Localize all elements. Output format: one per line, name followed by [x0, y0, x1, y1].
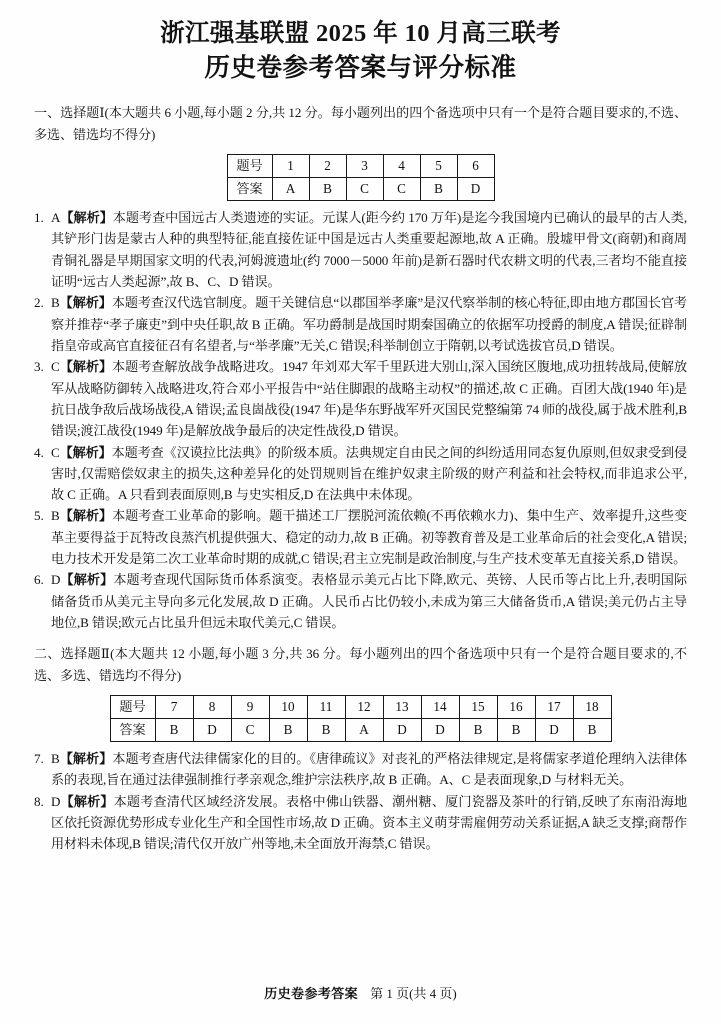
explanation-item: [34, 292, 687, 356]
page-footer: [0, 983, 721, 1002]
section1-answer-table: [227, 154, 495, 201]
section1-explanations: [34, 207, 687, 634]
question-number-cell: 10: [269, 695, 307, 718]
answer-cell: C: [231, 718, 269, 741]
question-number-cell: 14: [421, 695, 459, 718]
explanation-item: [34, 442, 687, 506]
section2-answer-table-wrap: [34, 695, 687, 742]
explanation-text: 本题考查清代区域经济发展。表格中佛山铁器、潮州糖、厦门瓷器及茶叶的行销,反映了东南沿海地区依托资源优势形成专业化生产和全国性市场,故 D 正确。资本主义萌芽需雇佣劳动关系证据,A 缺乏支撑;商帮作用材料未体现,B 错误;清代仅开放广州等地,未全面放开海禁,C 错误。: [51, 793, 687, 852]
explanation-number: 1.: [34, 209, 44, 225]
page-title-line2: 历史卷参考答案与评分标准: [204, 53, 517, 83]
explanation-item: [34, 748, 687, 791]
question-number-cell: 18: [573, 695, 611, 718]
explanation-answer-letter: B: [51, 508, 60, 524]
answer-cell: A: [272, 177, 309, 200]
explanation-item: [34, 505, 687, 569]
explanation-number: 6.: [34, 572, 44, 588]
explanation-answer-letter: C: [51, 444, 60, 460]
answer-cell: D: [535, 718, 573, 741]
answer-cell: B: [309, 177, 346, 200]
explanation-item: [34, 207, 687, 292]
explanation-tag: 【解析】: [59, 508, 113, 524]
section1-answer-table-wrap: [34, 154, 687, 201]
question-number-cell: 9: [231, 695, 269, 718]
answer-cell: B: [307, 718, 345, 741]
question-number-cell: 17: [535, 695, 573, 718]
answer-cell: C: [346, 177, 383, 200]
section2-explanations: [34, 748, 687, 855]
explanation-tag: 【解析】: [60, 209, 113, 225]
table-row: [227, 177, 494, 200]
row-label-question-number: 题号: [110, 695, 155, 718]
explanation-text: 本题考查汉代选官制度。题干关键信息“以郡国举孝廉”是汉代察举制的核心特征,即由地方郡国长官考察并推荐“孝子廉吏”到中央任职,故 B 正确。军功爵制是战国时期秦国确立的依据军功授爵的制度,A 错误;征辟制指皇帝或高官直接征召有名望者,与“举孝廉”无关,C 错误;科举制创立于隋朝,以考试选拔官员,D 错误。: [51, 295, 687, 353]
question-number-cell: 5: [420, 154, 457, 177]
answer-cell: B: [459, 718, 497, 741]
answer-cell: D: [193, 718, 231, 741]
answer-cell: B: [573, 718, 611, 741]
section2-answer-table: [110, 695, 612, 742]
explanation-tag: 【解析】: [59, 359, 113, 375]
explanation-item: [34, 791, 687, 855]
explanation-item: [34, 356, 687, 441]
answer-cell: D: [421, 718, 459, 741]
explanation-text: 本题考查唐代法律儒家化的目的。《唐律疏议》对丧礼的严格法律规定,是将儒家孝道伦理纳入法律体系的表现,旨在通过法律强制推行孝亲观念,维护宗法秩序,故 B 正确。A、C 是表面现象,D 与材料无关。: [51, 750, 687, 788]
explanation-tag: 【解析】: [59, 750, 113, 766]
explanation-answer-letter: D: [51, 793, 61, 809]
table-row: [110, 695, 611, 718]
row-label-answer: 答案: [110, 718, 155, 741]
footer-page-number: 第 1 页(共 4 页): [370, 986, 457, 1001]
answer-cell: B: [269, 718, 307, 741]
explanation-text: 本题考查《汉谟拉比法典》的阶级本质。法典规定自由民之间的纠纷适用同态复仇原则,但奴隶受到侵害时,仅需赔偿奴隶主的损失,这种差异化的处罚规则旨在维护奴隶主阶级的财产利益和社会特权,而非追求公平,故 C 正确。A 只看到表面原则,B 与史实相反,D 在法典中未体现。: [51, 444, 687, 503]
explanation-text: 本题考查解放战争战略进攻。1947 年刘邓大军千里跃进大别山,深入国统区腹地,成功扭转战局,使解放军从战略防御转入战略进攻,符合邓小平报告中“站住脚跟的战略主动权”的描述,故 C 正确。百团大战(1940 年)是抗日战争敌后战场战役,A 错误;孟良崮战役(1947 年)是华东野战军歼灭国民党整编第 74 师的战役,属于战术胜利,B 错误;渡江战役(1949 年)是解放战争最后的决定性战役,D 错误。: [51, 359, 687, 439]
question-number-cell: 13: [383, 695, 421, 718]
explanation-number: 8.: [34, 793, 44, 809]
explanation-tag: 【解析】: [60, 793, 114, 809]
explanation-text: 本题考查工业革命的影响。题干描述工厂摆脱河流依赖(不再依赖水力)、集中生产、效率提升,这些变革主要得益于瓦特改良蒸汽机提供强大、稳定的动力,故 B 正确。初等教育普及是工业革命后的社会变化,A 错误;电力技术开发是第二次工业革命时期的成就,C 错误;君主立宪制是政治制度,与生产技术变革无直接关系,D 错误。: [51, 508, 687, 567]
explanation-number: 5.: [34, 508, 44, 524]
question-number-cell: 8: [193, 695, 231, 718]
explanation-answer-letter: D: [51, 572, 61, 588]
question-number-cell: 3: [346, 154, 383, 177]
question-number-cell: 7: [155, 695, 193, 718]
explanation-tag: 【解析】: [59, 444, 112, 460]
question-number-cell: 1: [272, 154, 309, 177]
explanation-number: 3.: [34, 359, 44, 375]
explanation-tag: 【解析】: [60, 572, 114, 588]
answer-cell: B: [497, 718, 535, 741]
answer-cell: A: [345, 718, 383, 741]
answer-cell: B: [155, 718, 193, 741]
question-number-cell: 4: [383, 154, 420, 177]
answer-cell: C: [383, 177, 420, 200]
explanation-text: 本题考查现代国际货币体系演变。表格显示美元占比下降,欧元、英镑、人民币等占比上升,表明国际储备货币从美元主导向多元化发展,故 D 正确。人民币占比仍较小,未成为第三大储备货币,A 错误;美元仍占主导地位,B 错误;欧元占比虽升但远未取代美元,C 错误。: [51, 572, 687, 631]
row-label-question-number: 题号: [227, 154, 272, 177]
explanation-answer-letter: B: [51, 295, 60, 311]
explanation-number: 7.: [34, 750, 44, 766]
explanation-answer-letter: A: [51, 209, 61, 225]
answer-cell: D: [457, 177, 494, 200]
question-number-cell: 12: [345, 695, 383, 718]
explanation-text: 本题考查中国远古人类遗迹的实证。元谋人(距今约 170 万年)是迄今我国境内已确认的最早的古人类,其铲形门齿是蒙古人种的典型特征,能直接佐证中国是远古人类重要起源地,故 A 正确。殷墟甲骨文(商朝)和商周青铜礼器是早期国家文明的代表,河姆渡遗址(约 7000－5000 年前)是新石器时代农耕文明的代表,三者均不能直接证明“远古人类起源”,故 B、C、D 错误。: [51, 209, 687, 289]
row-label-answer: 答案: [227, 177, 272, 200]
question-number-cell: 16: [497, 695, 535, 718]
explanation-tag: 【解析】: [59, 295, 112, 311]
table-row: [110, 718, 611, 741]
question-number-cell: 15: [459, 695, 497, 718]
question-number-cell: 11: [307, 695, 345, 718]
page-title-line1: 浙江强基联盟 2025 年 10 月高三联考: [160, 20, 561, 47]
explanation-item: [34, 569, 687, 633]
footer-document-name: 历史卷参考答案: [264, 986, 359, 1001]
section1-heading: 一、选择题Ⅰ(本大题共 6 小题,每小题 2 分,共 12 分。每小题列出的四个备选项中只有一个是符合题目要求的,不选、多选、错选均不得分): [34, 105, 687, 142]
table-row: [227, 154, 494, 177]
answer-cell: D: [383, 718, 421, 741]
question-number-cell: 6: [457, 154, 494, 177]
explanation-answer-letter: C: [51, 359, 60, 375]
question-number-cell: 2: [309, 154, 346, 177]
explanation-number: 4.: [34, 444, 44, 460]
section2-heading: 二、选择题Ⅱ(本大题共 12 小题,每小题 3 分,共 36 分。每小题列出的四个备选项中只有一个是符合题目要求的,不选、多选、错选均不得分): [34, 646, 687, 683]
explanation-answer-letter: B: [51, 750, 60, 766]
answer-cell: B: [420, 177, 457, 200]
explanation-number: 2.: [34, 295, 44, 311]
